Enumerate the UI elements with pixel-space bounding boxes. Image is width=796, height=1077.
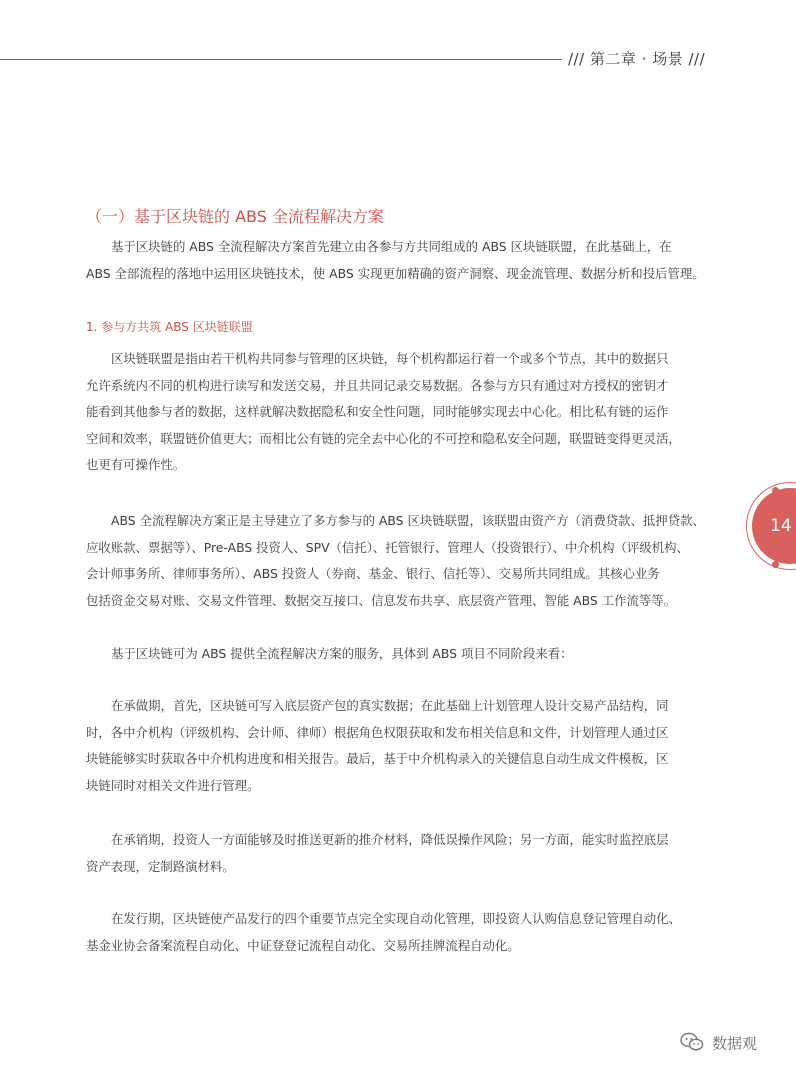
text-line: 包括资金交易对账、交易文件管理、数据交互接口、信息发布共享、底层资产管理、智能 ABS 工作流等等。 [86, 592, 677, 608]
text-line: 时，各中介机构（评级机构、会计师、律师）根据角色权限获取和发布相关信息和文件，计划管理人通过区 [86, 724, 669, 740]
watermark [680, 1032, 757, 1056]
text-line: 在承做期，首先，区块链可写入底层资产包的真实数据；在此基础上计划管理人设计交易产品结构，同 [111, 698, 669, 713]
text-line: 能看到其他参与者的数据，这样就解决数据隐私和安全性问题，同时能够实现去中心化。相比私有链的运作 [86, 404, 669, 419]
section-title: （一）基于区块链的 ABS 全流程解决方案 [86, 207, 384, 226]
text-line: ABS 全部流程的落地中运用区块链技术，使 ABS 实现更加精确的资产洞察、现金流管理、数据分析和投后管理。 [86, 265, 705, 281]
header-rule [0, 59, 562, 60]
text-line: 基于区块链可为 ABS 提供全流程解决方案的服务，具体到 ABS 项目不同阶段来看： [111, 646, 573, 661]
wechat-icon [680, 1032, 704, 1056]
paragraph-issuance [86, 906, 716, 959]
text-line: 会计师事务所、律师事务所）、ABS 投资人（券商、基金、银行、信托等）、交易所共同组成。其核心业务 [86, 566, 660, 581]
text-line: 在发行期，区块链使产品发行的四个重要节点完全实现自动化管理，即投资人认购信息登记管理自动化、 [111, 911, 681, 926]
paragraph-solution [86, 508, 716, 614]
page-number: 14 [752, 488, 796, 564]
text-line: 允许系统内不同的机构进行读写和发送交易，并且共同记录交易数据。各参与方只有通过对方授权的密钥才 [86, 377, 669, 393]
paragraph-alliance [86, 346, 716, 479]
text-line: 也更有可操作性。 [86, 457, 186, 472]
text-line: 在承销期，投资人一方面能够及时推送更新的推介材料，降低误操作风险；另一方面，能实时监控底层 [111, 832, 669, 847]
text-line: 空间和效率，联盟链价值更大；而相比公有链的完全去中心化的不可控和隐私安全问题，联盟链变得更灵活， [86, 430, 681, 446]
text-line: ABS 全流程解决方案正是主导建立了多方参与的 ABS 区块链联盟，该联盟由资产方（消费贷款、抵押贷款、 [111, 513, 705, 528]
watermark-text: 数据观 [712, 1034, 758, 1053]
text-line: 应收账款、票据等）、Pre-ABS 投资人、SPV（信托）、托管银行、管理人（投资银行）、中介机构（评级机构、 [86, 539, 689, 555]
paragraph-underwriting [86, 693, 716, 799]
subsection-title: 1. 参与方共筑 ABS 区块链联盟 [86, 320, 253, 334]
text-line: 资产表现，定制路演材料。 [86, 858, 235, 874]
text-line: 基金业协会备案流程自动化、中证登登记流程自动化、交易所挂牌流程自动化。 [86, 937, 520, 953]
text-line: 区块链联盟是指由若干机构共同参与管理的区块链，每个机构都运行着一个或多个节点，其中的数据只 [111, 351, 669, 366]
chapter-header: /// 第二章 · 场景 /// [568, 50, 706, 68]
intro-paragraph [86, 234, 716, 287]
text-line: 块链同时对相关文件进行管理。 [86, 777, 260, 793]
text-line: 块链能够实时获取各中介机构进度和相关报告。最后，基于中介机构录入的关键信息自动生成文件模板，区 [86, 751, 669, 766]
paragraph-stages-intro [86, 641, 716, 668]
text-line: 基于区块链的 ABS 全流程解决方案首先建立由各参与方共同组成的 ABS 区块链联盟，在此基础上，在 [111, 239, 672, 254]
paragraph-selling [86, 827, 716, 880]
